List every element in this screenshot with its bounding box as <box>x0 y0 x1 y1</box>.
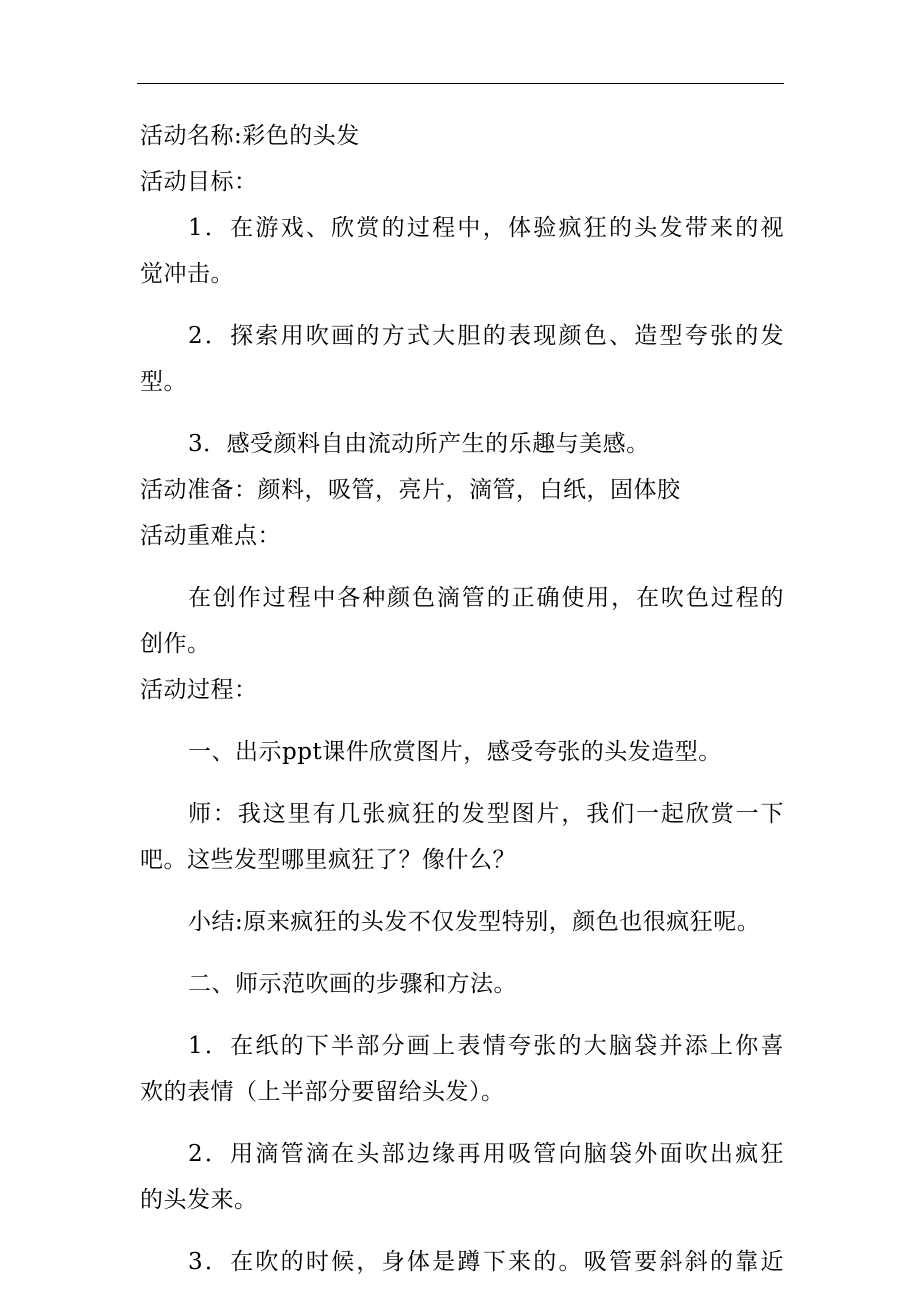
demo-1-line-2: 欢的表情（上半部分要留给头发）。 <box>140 1079 505 1105</box>
goal-1-line-2: 觉冲击。 <box>140 261 234 287</box>
difficulty-heading: 活动重难点： <box>140 523 281 549</box>
goal-3: 3．感受颜料自由流动所产生的乐趣与美感。 <box>188 431 650 457</box>
goal-2-line-1: 2．探索用吹画的方式大胆的表现颜色、造型夸张的发 <box>188 323 784 349</box>
goals-heading: 活动目标： <box>140 169 258 195</box>
difficulty-line-2: 创作。 <box>140 631 211 657</box>
document-body <box>140 113 784 1285</box>
demo-3-line-1: 3．在吹的时候，身体是蹲下来的。吸管要斜斜的靠近 <box>188 1249 784 1275</box>
demo-1-line-1: 1．在纸的下半部分画上表情夸张的大脑袋并添上你喜 <box>188 1033 784 1059</box>
teacher-line-2: 吧。这些发型哪里疯狂了？像什么？ <box>140 847 516 873</box>
header-rule <box>137 83 784 84</box>
summary: 小结:原来疯狂的头发不仅发型特别，颜色也很疯狂呢。 <box>188 909 761 935</box>
demo-2-line-2: 的头发来。 <box>140 1187 258 1213</box>
activity-name: 活动名称:彩色的头发 <box>140 123 360 149</box>
process-heading: 活动过程： <box>140 677 258 703</box>
step-1: 一、出示ppt课件欣赏图片，感受夸张的头发造型。 <box>188 739 722 765</box>
difficulty-line-1: 在创作过程中各种颜色滴管的正确使用，在吹色过程的 <box>188 585 784 611</box>
goal-2-line-2: 型。 <box>140 369 187 395</box>
teacher-line-1: 师：我这里有几张疯狂的发型图片，我们一起欣赏一下 <box>188 801 784 827</box>
preparation: 活动准备：颜料，吸管，亮片，滴管，白纸，固体胶 <box>140 477 681 503</box>
goal-1-line-1: 1．在游戏、欣赏的过程中，体验疯狂的头发带来的视 <box>188 215 784 241</box>
demo-2-line-1: 2．用滴管滴在头部边缘再用吸管向脑袋外面吹出疯狂 <box>188 1141 784 1167</box>
step-2: 二、师示范吹画的步骤和方法。 <box>188 971 517 997</box>
